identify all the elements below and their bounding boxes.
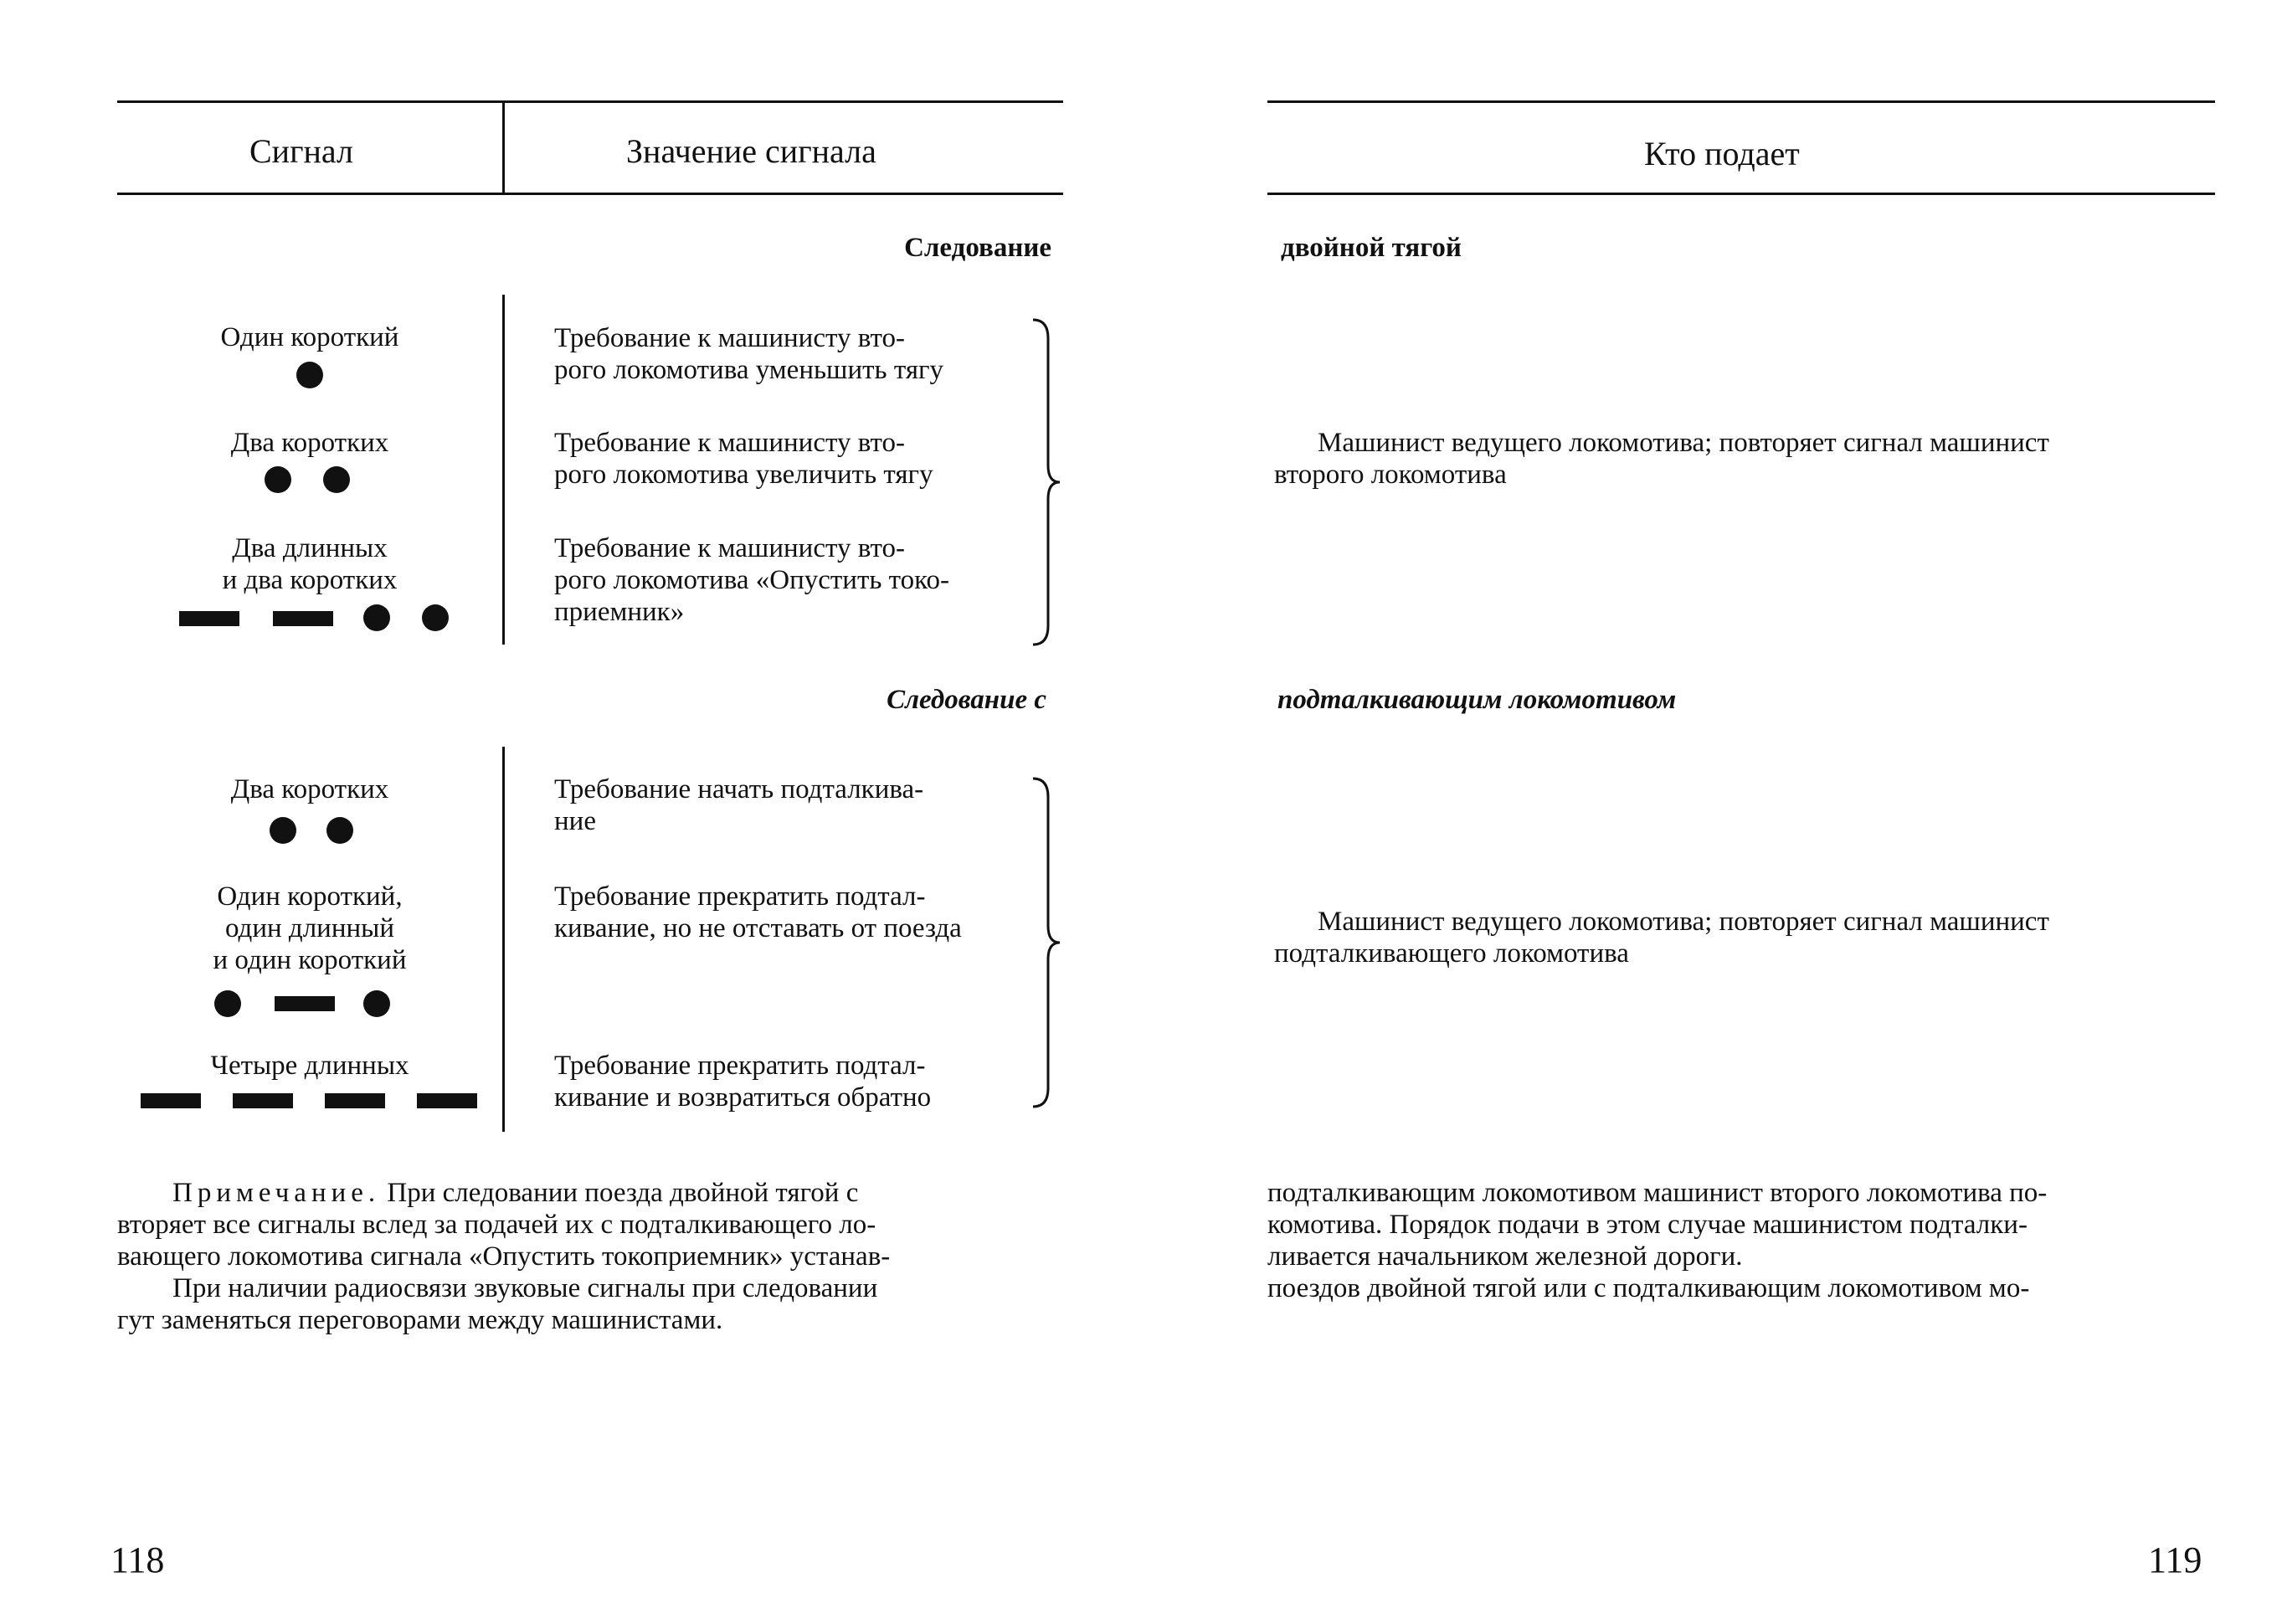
note-line: гут заменяться переговорами между машинистами.	[117, 1305, 723, 1335]
who-line: второго локомотива	[1274, 460, 1507, 490]
meaning-line: рого локомотива «Опустить токо-	[554, 565, 950, 595]
column-header-who: Кто подает	[1644, 135, 1800, 172]
meaning-line: рого локомотива уменьшить тягу	[554, 355, 944, 385]
page-number-left: 118	[111, 1539, 165, 1580]
signal-meaning	[554, 773, 1056, 837]
note-line: комотива. Порядок подачи в этом случае машинистом подталки-	[1267, 1210, 2028, 1240]
who-gives-signal	[1274, 427, 2049, 491]
signal-label: Один короткий	[220, 322, 399, 352]
signal-meaning	[554, 1050, 1056, 1113]
long-signal-dash	[417, 1093, 477, 1108]
signal-meaning	[554, 532, 1056, 628]
signal-label-line: один длинный	[225, 913, 394, 943]
short-signal-dot	[363, 604, 390, 631]
signal-label-line: Два длинных	[232, 533, 388, 563]
who-line: подталкивающего локомотива	[1274, 938, 1629, 969]
note-line: подталкивающим локомотивом машинист второго локомотива по-	[1267, 1178, 2048, 1208]
short-signal-dot	[214, 990, 241, 1017]
short-signal-dot	[265, 466, 291, 493]
signal-label-line: и два коротких	[222, 565, 398, 595]
section2-grouping-brace	[1030, 775, 1066, 1110]
meaning-line: кивание, но не отставать от поезда	[554, 913, 962, 943]
left-header-divider	[502, 100, 505, 194]
short-signal-dot	[363, 990, 390, 1017]
column-header-signal: Сигнал	[249, 132, 353, 170]
left-header-top-rule	[117, 100, 1063, 103]
column-header-meaning: Значение сигнала	[626, 132, 876, 170]
signal-meaning	[554, 322, 1056, 386]
note-line	[117, 1177, 890, 1209]
long-signal-dash	[273, 611, 333, 626]
signal-label-line: Один короткий,	[217, 881, 403, 912]
meaning-line: Требование к машинисту вто-	[554, 428, 905, 458]
section1-column-divider	[502, 295, 505, 645]
section2-column-divider	[502, 747, 505, 1132]
note-continuation	[1267, 1177, 2047, 1304]
who-line: Машинист ведущего локомотива; повторяет сигнал машинист	[1318, 428, 2049, 458]
who-line: Машинист ведущего локомотива; повторяет сигнал машинист	[1318, 907, 2049, 937]
right-header-bottom-rule	[1267, 193, 2215, 195]
left-header-bottom-rule	[117, 193, 1063, 195]
signal-label: Четыре длинных	[210, 1051, 409, 1081]
long-signal-dash	[275, 996, 335, 1011]
right-header-top-rule	[1267, 100, 2215, 103]
section1-title-left: Следование	[904, 233, 1051, 263]
note-line: При наличии радиосвязи звуковые сигналы при следовании	[172, 1273, 878, 1303]
signal-meaning	[554, 881, 1056, 944]
section2-title-right: подталкивающим локомотивом	[1277, 685, 1677, 715]
page-number-right: 119	[2148, 1539, 2202, 1580]
note-label: Примечание.	[172, 1178, 381, 1208]
long-signal-dash	[179, 611, 239, 626]
meaning-line: ние	[554, 806, 596, 836]
signal-label-line: и один короткий	[213, 945, 407, 975]
meaning-line: Требование к машинисту вто-	[554, 323, 905, 353]
meaning-line: Требование к машинисту вто-	[554, 533, 905, 563]
long-signal-dash	[325, 1093, 385, 1108]
section1-grouping-brace	[1030, 316, 1066, 648]
long-signal-dash	[141, 1093, 201, 1108]
meaning-line: приемник»	[554, 597, 685, 627]
section1-title-right: двойной тягой	[1281, 233, 1462, 263]
note-line: вающего локомотива сигнала «Опустить токоприемник» устанав-	[117, 1241, 891, 1272]
short-signal-dot	[323, 466, 350, 493]
meaning-line: Требование начать подталкива-	[554, 774, 924, 804]
short-signal-dot	[326, 817, 353, 844]
short-signal-dot	[270, 817, 296, 844]
meaning-line: Требование прекратить подтал-	[554, 881, 926, 912]
note-line: вторяет все сигналы вслед за подачей их с подталкивающего ло-	[117, 1210, 876, 1240]
long-signal-dash	[233, 1093, 293, 1108]
note-line: поездов двойной тягой или с подталкивающим локомотивом мо-	[1267, 1273, 2030, 1303]
meaning-line: кивание и возвратиться обратно	[554, 1082, 932, 1113]
note-line: ливается начальником железной дороги.	[1267, 1241, 1743, 1272]
who-gives-signal	[1274, 906, 2049, 969]
meaning-line: Требование прекратить подтал-	[554, 1051, 926, 1081]
section2-title-left: Следование с	[887, 685, 1046, 715]
note-text: При следовании поезда двойной тягой с	[387, 1178, 859, 1208]
signal-label: Два коротких	[230, 428, 389, 458]
short-signal-dot	[422, 604, 449, 631]
meaning-line: рого локомотива увеличить тягу	[554, 460, 933, 490]
note-paragraph	[117, 1177, 890, 1336]
signal-label	[117, 881, 502, 976]
signal-label	[117, 532, 502, 596]
signal-label: Два коротких	[230, 774, 389, 804]
short-signal-dot	[296, 362, 323, 388]
signal-meaning	[554, 427, 1056, 491]
